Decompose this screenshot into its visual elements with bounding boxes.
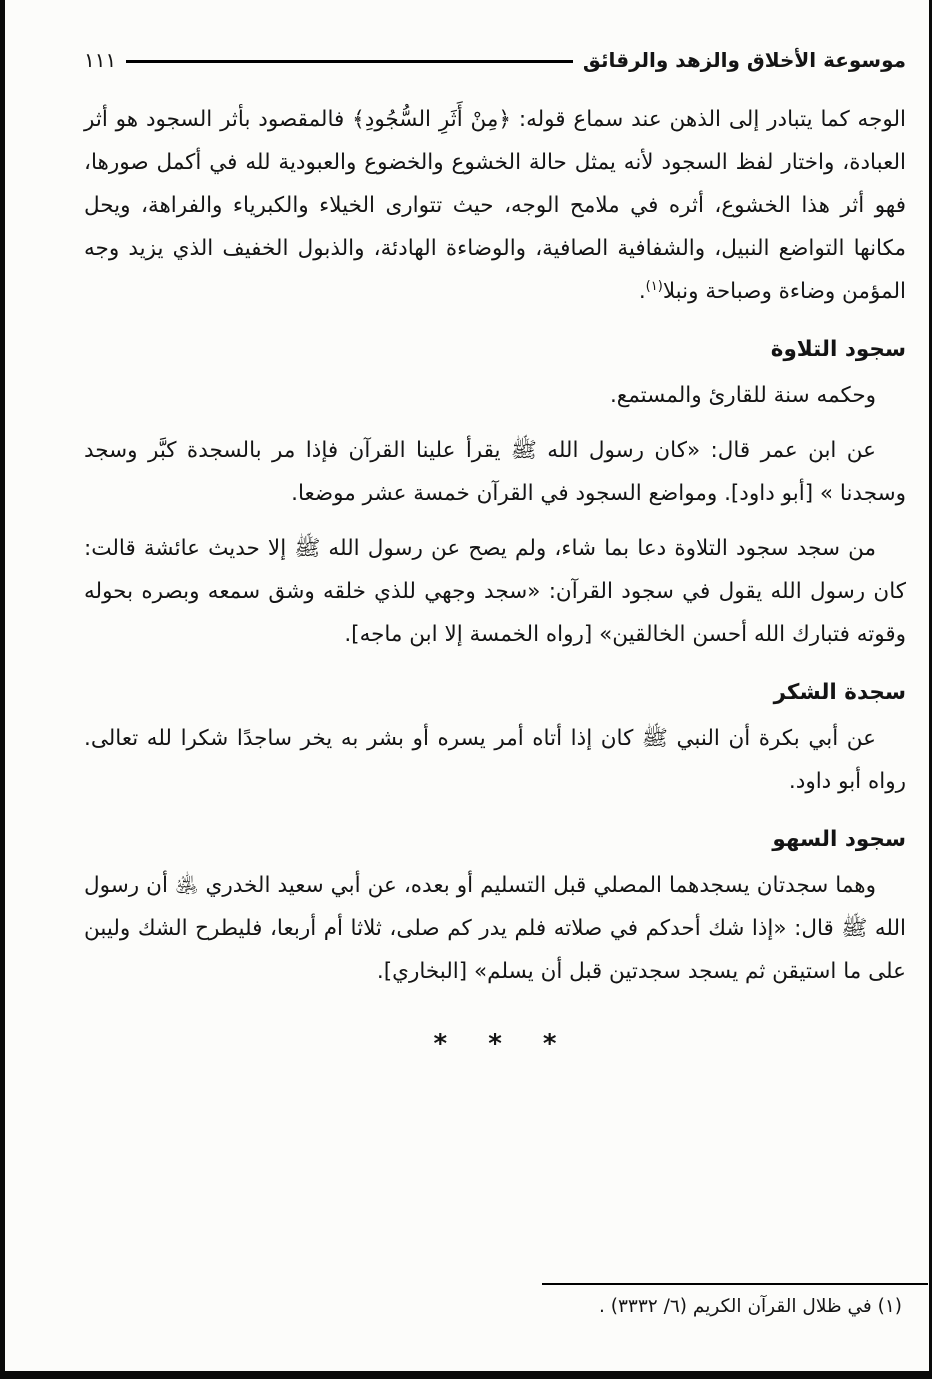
paragraph-hukm-tilawa: وحكمه سنة للقارئ والمستمع. bbox=[609, 383, 876, 408]
footnote-marker: (١) bbox=[645, 278, 663, 294]
paragraph-sujud-intro bbox=[84, 98, 906, 313]
scan-edge-bottom bbox=[0, 1371, 932, 1379]
page-content bbox=[84, 98, 906, 1059]
section-heading-sajdat-shukr: سجدة الشكر bbox=[773, 680, 906, 705]
separator-asterisks: * * * bbox=[433, 1029, 573, 1059]
paragraph-aisha-hadith: من سجد سجود التلاوة دعا بما شاء، ولم يصح عن رسول الله ﷺ إلا حديث عائشة قالت: كان رسول الله يقول في سجود القرآن: «سجد وجهي للذي خلقه وشق سمعه وبصره بحوله وقوته فتبارك الله أحسن الخالقين» [رواه الخمسة إلا ابن ماجه]. bbox=[84, 536, 906, 647]
section-heading-sujud-tilawa: سجود التلاوة bbox=[770, 337, 906, 362]
paragraph-tail: . bbox=[638, 279, 646, 304]
paragraph-sahw-hadith: وهما سجدتان يسجدهما المصلي قبل التسليم أو بعده، عن أبي سعيد الخدري ﵁ أن رسول الله ﷺ قال: «إذا شك أحدكم في صلاته فلم يدر كم صلى، ثلاثا أم أربعا، فليطرح الشك وليبن على ما استيقن ثم يسجد سجدتين قبل أن يسلم» [البخاري]. bbox=[84, 873, 906, 984]
section-heading-sujud-sahw: سجود السهو bbox=[772, 827, 906, 852]
header-rule bbox=[126, 60, 573, 63]
paragraph-text: الوجه كما يتبادر إلى الذهن عند سماع قوله: ﴿مِنْ أَثَرِ السُّجُودِ﴾ فالمقصود بأثر السجود هو أثر العبادة، واختار لفظ السجود لأنه يمثل حالة الخشوع والخضوع والعبودية لله في أكمل صورها، فهو أثر هذا الخشوع، أثره في ملامح الوجه، حيث تتوارى الخيلاء والكبرياء والفراهة، ويحل مكانها التواضع النبيل، والشفافية الصافية، والوضاءة الهادئة، والذبول الخفيف الذي يزيد وجه المؤمن وضاءة وصباحة ونبلا bbox=[84, 107, 906, 304]
scan-edge-left bbox=[0, 0, 5, 1379]
footnote-text: (١) في ظلال القرآن الكريم (٦/ ٣٣٣٢) . bbox=[599, 1296, 902, 1317]
page-header bbox=[84, 48, 906, 72]
book-title: موسوعة الأخلاق والزهد والرقائق bbox=[582, 48, 906, 72]
paragraph-ibn-umar-hadith: عن ابن عمر قال: «كان رسول الله ﷺ يقرأ علينا القرآن فإذا مر بالسجدة كبَّر وسجد وسجدنا » [أبو داود]. ومواضع السجود في القرآن خمسة عشر موضعا. bbox=[84, 438, 906, 506]
paragraph-abu-bakra-hadith: عن أبي بكرة أن النبي ﷺ كان إذا أتاه أمر يسره أو بشر به يخر ساجدًا شكرا لله تعالى. رواه أبو داود. bbox=[84, 726, 906, 794]
page-number: ١١١ bbox=[84, 48, 117, 72]
footnote bbox=[0, 1283, 928, 1323]
